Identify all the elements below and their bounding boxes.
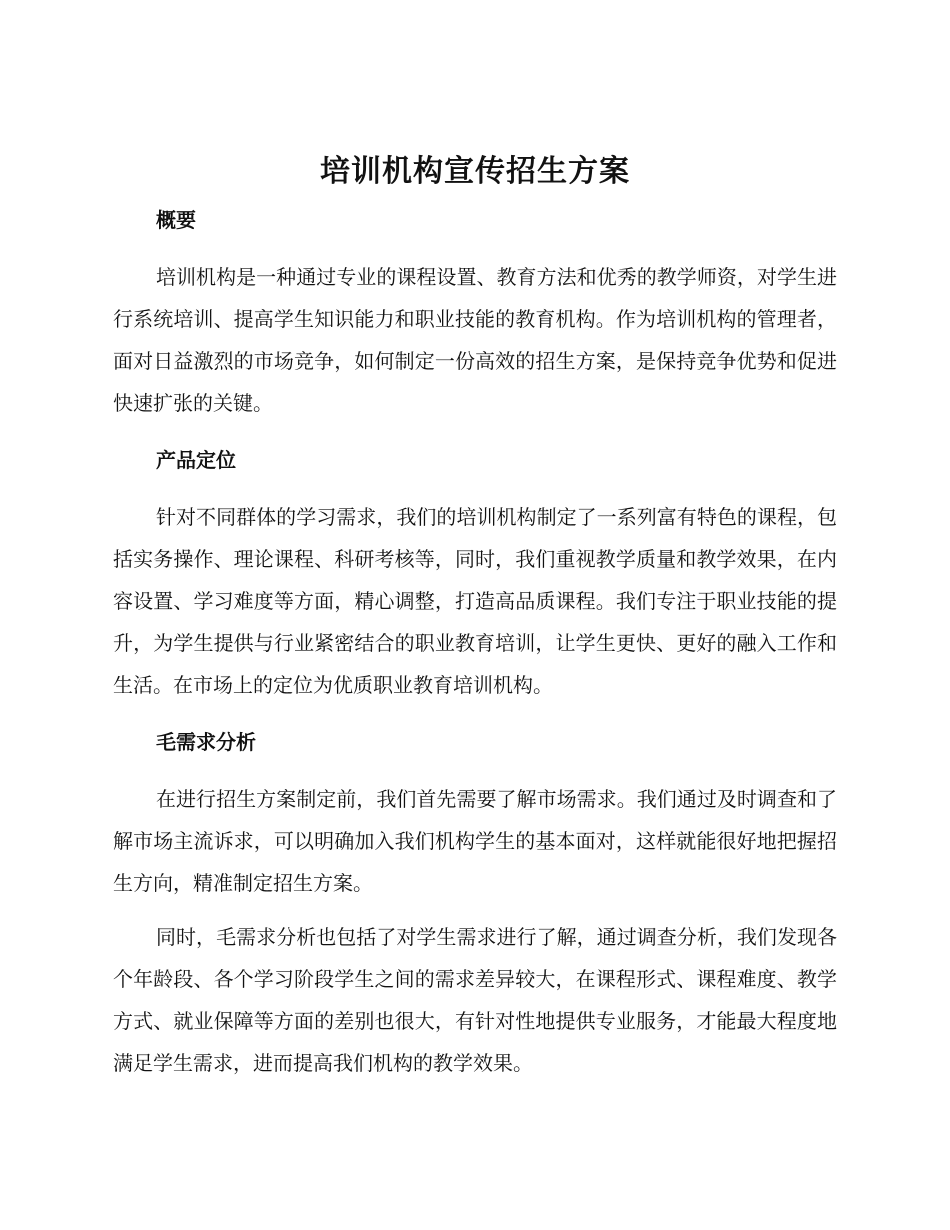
section-product-positioning <box>113 442 837 706</box>
paragraph-overview-1: 培训机构是一种通过专业的课程设置、教育方法和优秀的教学师资，对学生进行系统培训、提高学生知识能力和职业技能的教育机构。作为培训机构的管理者，面对日益激烈的市场竞争，如何制定一份高效的招生方案，是保持竞争优势和促进快速扩张的关键。 <box>113 265 837 415</box>
section-heading-product-positioning: 产品定位 <box>156 448 236 472</box>
document-title: 培训机构宣传招生方案 <box>320 154 630 189</box>
document-body <box>113 202 837 1084</box>
paragraph-gross-demand-2: 同时，毛需求分析也包括了对学生需求进行了解，通过调查分析，我们发现各个年龄段、各个学习阶段学生之间的需求差异较大，在课程形式、课程难度、教学方式、就业保障等方面的差别也很大，有针对性地提供专业服务，才能最大程度地满足学生需求，进而提高我们机构的教学效果。 <box>113 925 837 1075</box>
section-overview <box>113 202 837 424</box>
section-heading-overview: 概要 <box>156 208 196 232</box>
paragraph-product-positioning-1: 针对不同群体的学习需求，我们的培训机构制定了一系列富有特色的课程，包括实务操作、理论课程、科研考核等，同时，我们重视教学质量和教学效果，在内容设置、学习难度等方面，精心调整，打造高品质课程。我们专注于职业技能的提升，为学生提供与行业紧密结合的职业教育培训，让学生更快、更好的融入工作和生活。在市场上的定位为优质职业教育培训机构。 <box>113 505 837 697</box>
paragraph-gross-demand-1: 在进行招生方案制定前，我们首先需要了解市场需求。我们通过及时调查和了解市场主流诉求，可以明确加入我们机构学生的基本面对，这样就能很好地把握招生方向，精准制定招生方案。 <box>113 787 837 895</box>
section-heading-gross-demand-analysis: 毛需求分析 <box>156 730 256 754</box>
section-gross-demand-analysis <box>113 724 837 1084</box>
